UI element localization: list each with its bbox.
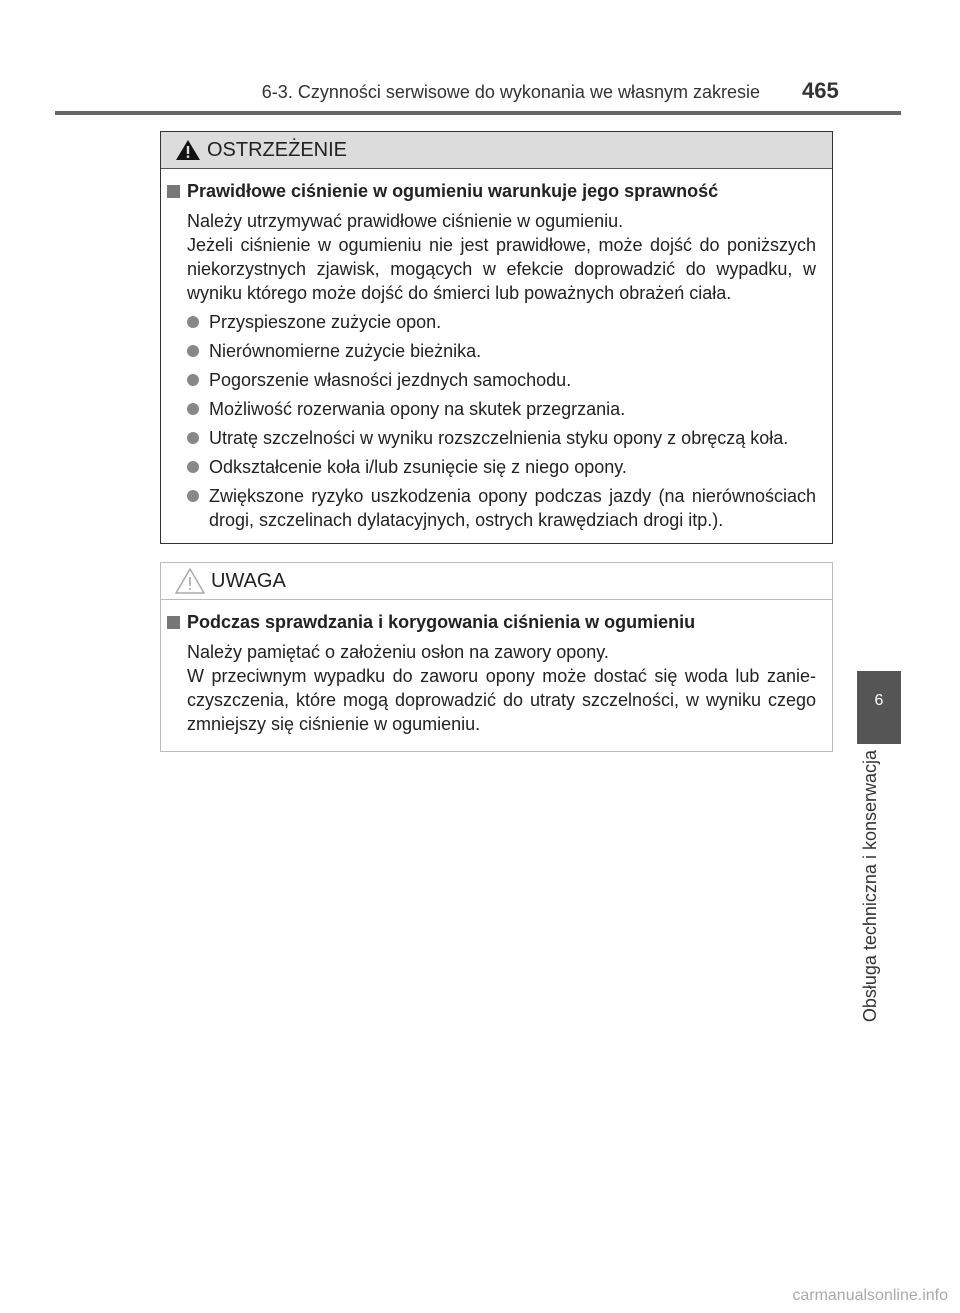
list-item-text: Utratę szczelności w wyniku rozszczelnienia styku opony z obręczą koła. bbox=[209, 428, 789, 448]
header-rule bbox=[55, 111, 901, 115]
page-number: 465 bbox=[802, 78, 839, 103]
section-header: 6-3. Czynności serwisowe do wykonania we własnym zakresie bbox=[261, 82, 760, 102]
list-item bbox=[167, 310, 816, 334]
bullet-icon bbox=[187, 461, 199, 473]
caution-title: UWAGA bbox=[211, 569, 286, 592]
list-item-text: Możliwość rozerwania opony na skutek przegrzania. bbox=[209, 399, 626, 419]
warning-icon bbox=[175, 139, 201, 161]
warning-subtitle-text: Prawidłowe ciśnienie w ogumieniu warunkuje jego sprawność bbox=[187, 181, 719, 201]
warning-paragraph: Należy utrzymywać prawidłowe ciśnienie w ogumieniu. bbox=[187, 211, 624, 231]
list-item-text: Pogorszenie własności jezdnych samochodu. bbox=[209, 370, 572, 390]
list-item-text: Nierównomierne zużycie bieżnika. bbox=[209, 341, 482, 361]
watermark: carmanualsonline.info bbox=[792, 1287, 948, 1304]
bullet-icon bbox=[187, 403, 199, 415]
square-bullet-icon bbox=[167, 616, 180, 629]
warning-header bbox=[161, 132, 832, 169]
caution-paragraph: Należy pamiętać o założeniu osłon na zawory opony. bbox=[187, 642, 609, 662]
list-item bbox=[167, 455, 816, 479]
chapter-tab: 6 bbox=[857, 671, 901, 744]
square-bullet-icon bbox=[167, 185, 180, 198]
bullet-icon bbox=[187, 345, 199, 357]
caution-subtitle-text: Podczas sprawdzania i korygowania ciśnienia w ogumieniu bbox=[187, 612, 696, 632]
warning-paragraph: Jeżeli ciśnienie w ogumieniu nie jest prawidłowe, może dojść do poniższych niekorzystnych zjawisk, mogących w efekcie doprowadzić do wypadku, w wyniku którego może dojść do śmierci lub poważnych obrażeń ciała. bbox=[187, 235, 816, 303]
warning-subtitle bbox=[167, 179, 816, 203]
list-item bbox=[167, 339, 816, 363]
list-item-text: Zwiększone ryzyko uszkodzenia opony podczas jazdy (na nierównościach drogi, szczelinach dylatacyjnych, ostrych krawędziach drogi itp.). bbox=[209, 486, 816, 530]
list-item bbox=[167, 368, 816, 392]
caution-subtitle bbox=[167, 610, 816, 634]
bullet-icon bbox=[187, 432, 199, 444]
caution-box bbox=[160, 562, 833, 752]
bullet-icon bbox=[187, 490, 199, 502]
caution-icon bbox=[175, 568, 205, 594]
list-item-text: Przyspieszone zużycie opon. bbox=[209, 312, 442, 332]
warning-list bbox=[167, 310, 816, 532]
bullet-icon bbox=[187, 374, 199, 386]
list-item bbox=[167, 426, 816, 450]
list-item bbox=[167, 397, 816, 421]
caution-header bbox=[161, 563, 832, 600]
list-item-text: Odkształcenie koła i/lub zsunięcie się z niego opony. bbox=[209, 457, 627, 477]
warning-box bbox=[160, 131, 833, 544]
caution-paragraph: W przeciwnym wypadku do zaworu opony może dostać się woda lub zanieczyszczenia, które mogą doprowadzić do utraty szczelności, w wyniku czego zmniejszy się ciśnienie w ogumieniu. bbox=[187, 666, 816, 734]
chapter-label: Obsługa techniczna i konserwacja bbox=[860, 750, 880, 1023]
bullet-icon bbox=[187, 316, 199, 328]
warning-title: OSTRZEŻENIE bbox=[207, 138, 348, 161]
list-item bbox=[167, 484, 816, 532]
